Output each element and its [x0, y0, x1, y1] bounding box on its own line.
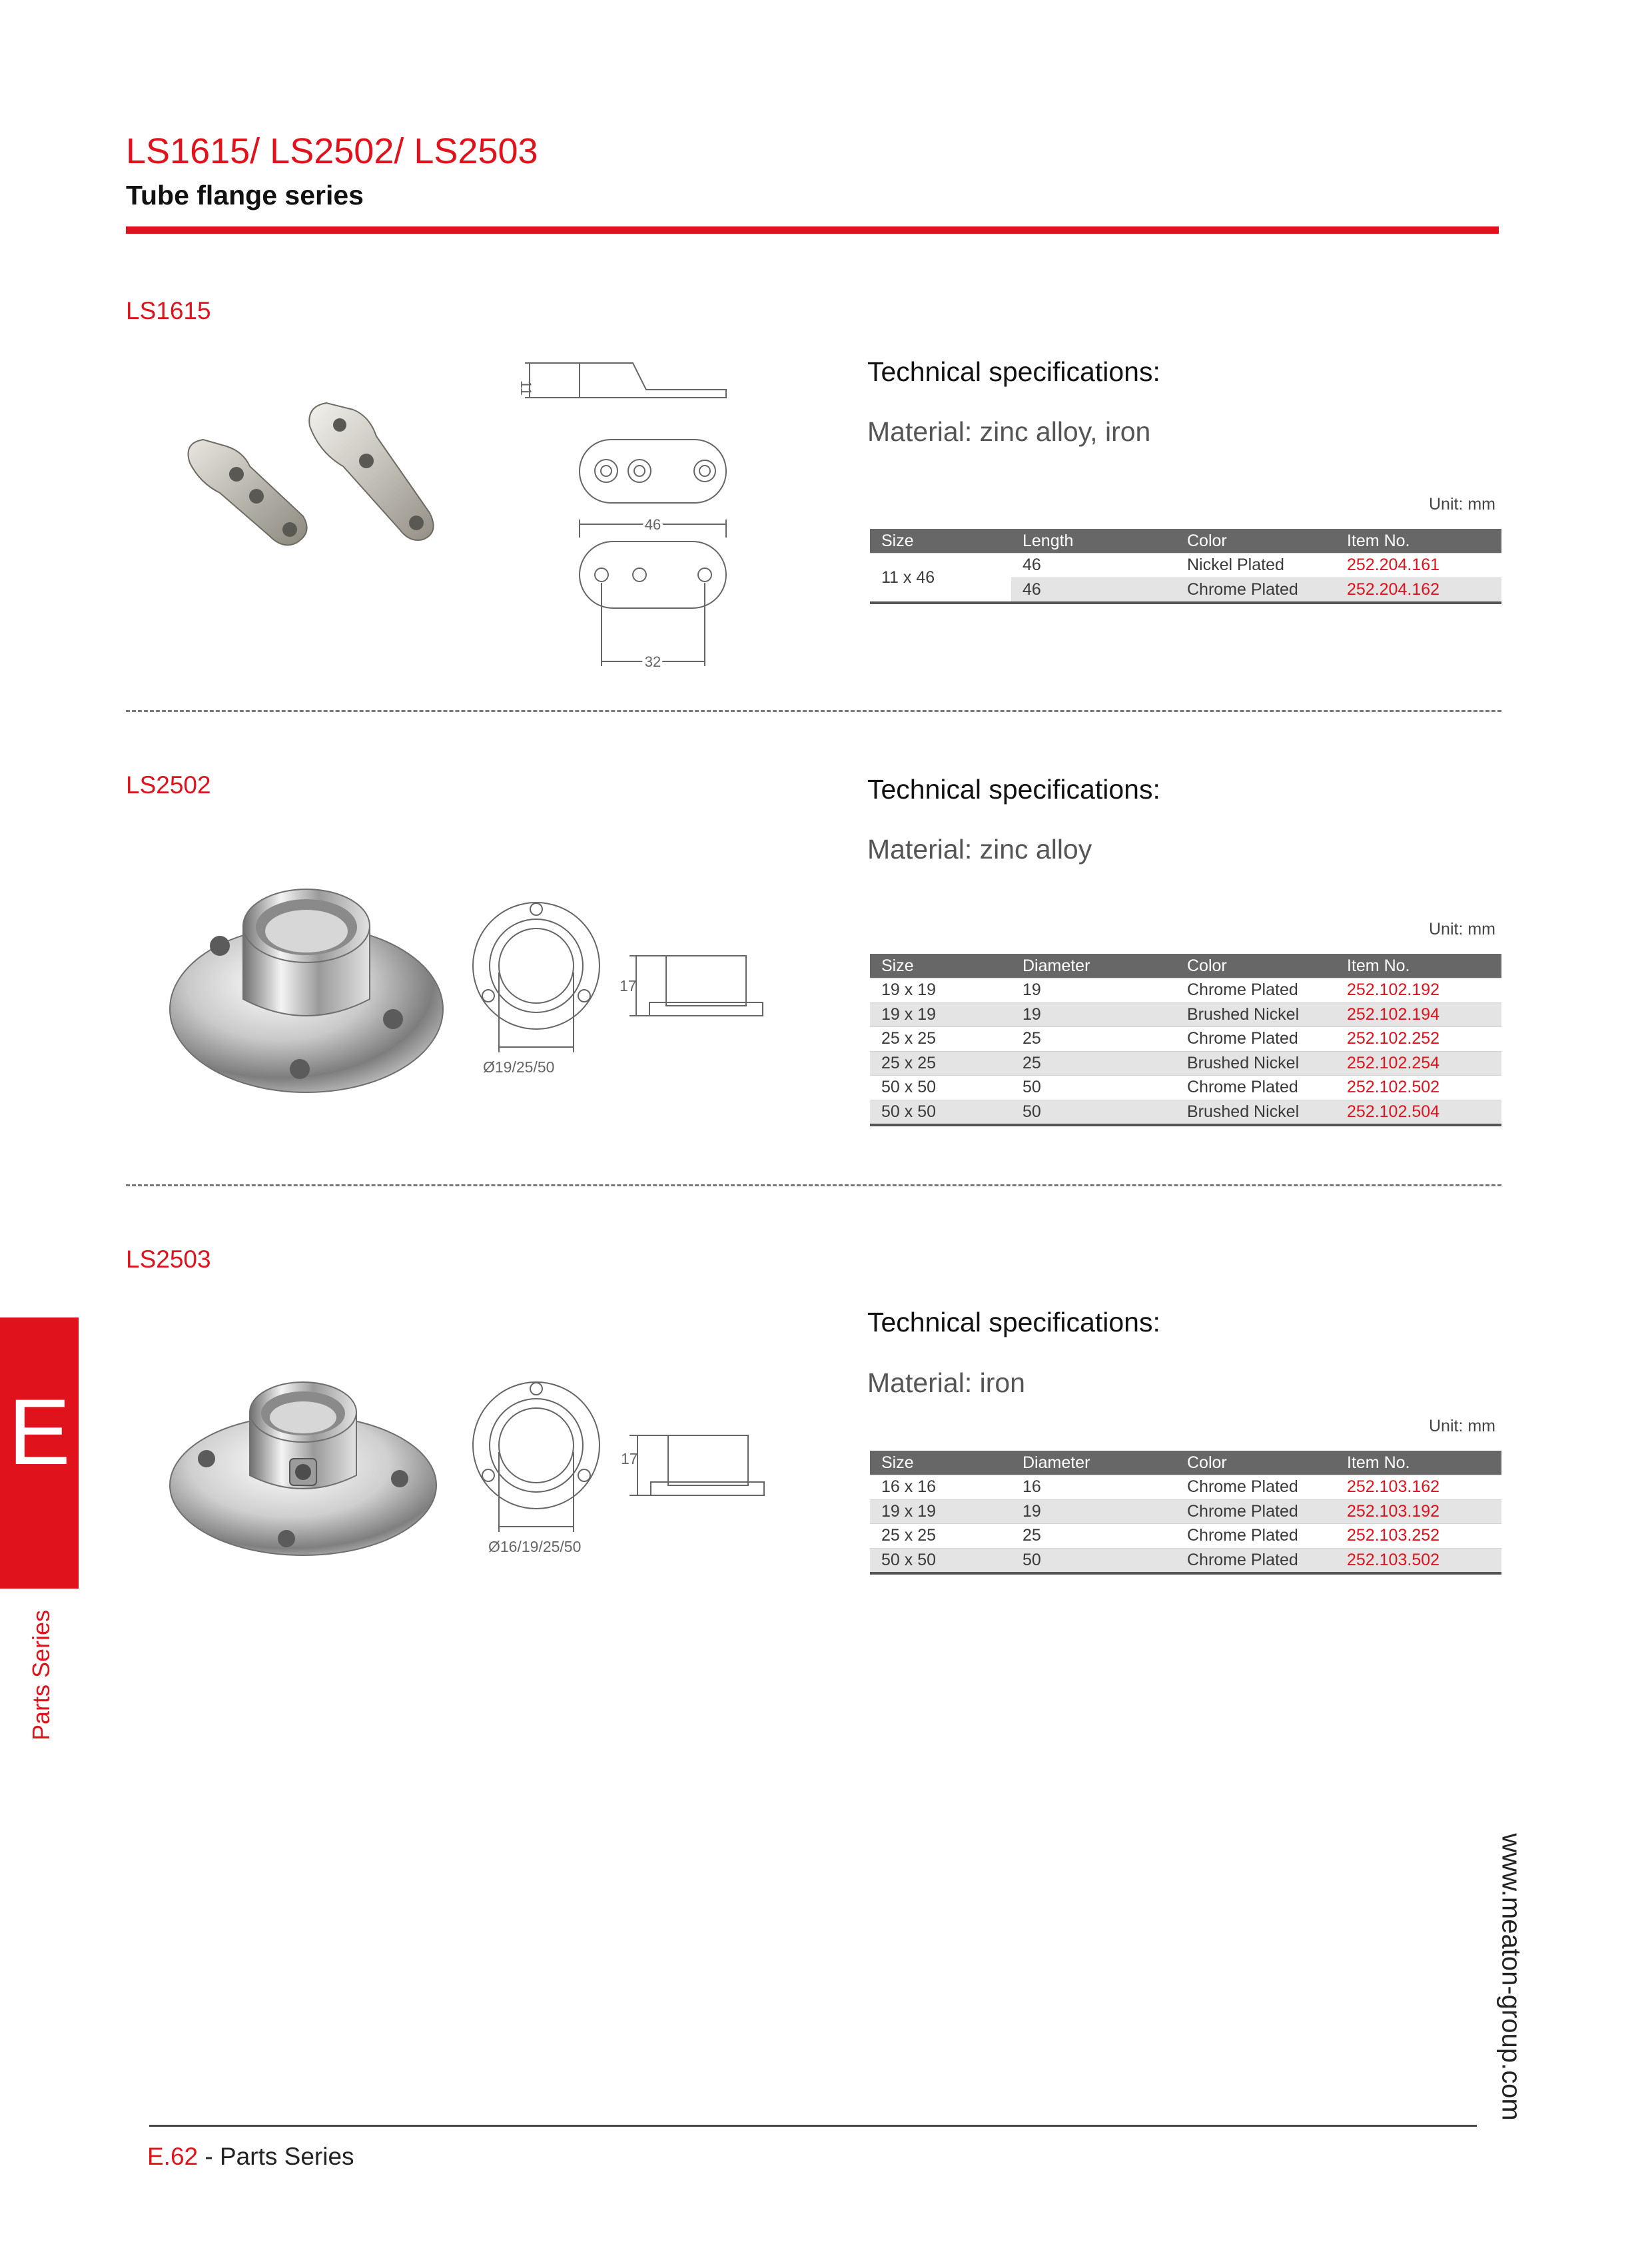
- table-row: [870, 1475, 1501, 1500]
- ls2503-unit: Unit: mm: [1429, 1417, 1495, 1435]
- page-number: E.62: [147, 2143, 199, 2170]
- table-row: [870, 1499, 1501, 1524]
- col-header-size: Size: [870, 954, 1011, 978]
- col-header-size: Size: [870, 1451, 1011, 1475]
- diameter-cell: 50: [1011, 1076, 1176, 1100]
- color-cell: Chrome Plated: [1176, 1076, 1336, 1100]
- diameter-cell: 50: [1011, 1548, 1176, 1573]
- ls1615-material: Material: zinc alloy, iron: [867, 416, 1151, 447]
- ls1615-unit: Unit: mm: [1429, 495, 1495, 514]
- color-cell: Chrome Plated: [1176, 1499, 1336, 1524]
- ls1615-technical-drawing: [506, 350, 746, 676]
- color-cell: Chrome Plated: [1176, 978, 1336, 1003]
- table-row: [870, 1076, 1501, 1100]
- section-divider: [126, 1184, 1501, 1186]
- ls2502-material: Material: zinc alloy: [867, 834, 1092, 865]
- color-cell: Nickel Plated: [1176, 554, 1336, 578]
- page-footer: [147, 2143, 354, 2171]
- col-header-color: Color: [1176, 1451, 1336, 1475]
- size-cell: 25 x 25: [870, 1051, 1011, 1076]
- ls2503-spec-title: Technical specifications:: [867, 1307, 1160, 1337]
- diameter-cell: 25: [1011, 1027, 1176, 1052]
- page-subtitle: Tube flange series: [126, 180, 364, 210]
- ls2502-spec-table: [870, 954, 1501, 1126]
- table-row: [870, 1051, 1501, 1076]
- side-tab-label: Parts Series: [27, 1609, 55, 1741]
- size-cell: 50 x 50: [870, 1548, 1011, 1573]
- item-no-cell: 252.204.162: [1336, 577, 1501, 603]
- length-cell: 46: [1011, 577, 1176, 603]
- item-no-cell: 252.103.502: [1336, 1548, 1501, 1573]
- col-header-length: Length: [1011, 529, 1176, 554]
- ls2503-dim-height: 17: [621, 1450, 638, 1467]
- side-tab-letter: E: [8, 1379, 71, 1484]
- item-no-cell: 252.102.504: [1336, 1100, 1501, 1125]
- color-cell: Brushed Nickel: [1176, 1002, 1336, 1027]
- ls2503-material: Material: iron: [867, 1367, 1025, 1398]
- col-header-item: Item No.: [1336, 954, 1501, 978]
- length-cell: 46: [1011, 554, 1176, 578]
- item-no-cell: 252.102.252: [1336, 1027, 1501, 1052]
- ls2502-spec-title: Technical specifications:: [867, 774, 1160, 805]
- item-no-cell: 252.102.502: [1336, 1076, 1501, 1100]
- ls2502-dim-diameter: Ø19/25/50: [483, 1058, 555, 1076]
- col-header-color: Color: [1176, 529, 1336, 554]
- item-no-cell: 252.102.194: [1336, 1002, 1501, 1027]
- diameter-cell: 25: [1011, 1524, 1176, 1549]
- table-row: [870, 554, 1501, 578]
- size-cell: 19 x 19: [870, 978, 1011, 1003]
- item-no-cell: 252.102.192: [1336, 978, 1501, 1003]
- color-cell: Chrome Plated: [1176, 577, 1336, 603]
- table-header-row: [870, 529, 1501, 554]
- size-cell: 50 x 50: [870, 1076, 1011, 1100]
- diameter-cell: 16: [1011, 1475, 1176, 1500]
- table-row: [870, 978, 1501, 1003]
- item-no-cell: 252.204.161: [1336, 554, 1501, 578]
- table-row: [870, 1524, 1501, 1549]
- color-cell: Chrome Plated: [1176, 1524, 1336, 1549]
- size-cell: 50 x 50: [870, 1100, 1011, 1125]
- col-header-item: Item No.: [1336, 1451, 1501, 1475]
- ls1615-dim-hole-spacing: 32: [644, 653, 661, 670]
- ls2502-technical-drawing: [470, 893, 783, 1086]
- footer-rule: [149, 2125, 1477, 2127]
- item-no-cell: 252.102.254: [1336, 1051, 1501, 1076]
- page-title: LS1615/ LS2502/ LS2503: [126, 131, 538, 171]
- item-no-cell: 252.103.162: [1336, 1475, 1501, 1500]
- ls2503-product-photo: [157, 1359, 456, 1572]
- color-cell: Brushed Nickel: [1176, 1100, 1336, 1125]
- footer-section: - Parts Series: [198, 2143, 354, 2170]
- section-divider: [126, 710, 1501, 712]
- size-cell: 19 x 19: [870, 1002, 1011, 1027]
- size-cell: 16 x 16: [870, 1475, 1011, 1500]
- size-cell: 11 x 46: [870, 554, 1011, 603]
- table-row: [870, 1027, 1501, 1052]
- col-header-diameter: Diameter: [1011, 954, 1176, 978]
- ls2503-technical-drawing: [470, 1372, 783, 1565]
- ls2503-dim-diameter: Ø16/19/25/50: [488, 1538, 582, 1555]
- size-cell: 19 x 19: [870, 1499, 1011, 1524]
- table-row: [870, 1548, 1501, 1573]
- ls1615-dim-height: 11: [518, 380, 534, 396]
- table-row: [870, 1100, 1501, 1125]
- size-cell: 25 x 25: [870, 1027, 1011, 1052]
- diameter-cell: 19: [1011, 978, 1176, 1003]
- col-header-diameter: Diameter: [1011, 1451, 1176, 1475]
- size-cell: 25 x 25: [870, 1524, 1011, 1549]
- color-cell: Brushed Nickel: [1176, 1051, 1336, 1076]
- table-header-row: [870, 954, 1501, 978]
- col-header-item: Item No.: [1336, 529, 1501, 554]
- item-no-cell: 252.103.252: [1336, 1524, 1501, 1549]
- header-rule: [126, 226, 1499, 234]
- col-header-size: Size: [870, 529, 1011, 554]
- ls2503-spec-table: [870, 1451, 1501, 1575]
- section-code-ls2502: LS2502: [126, 771, 211, 799]
- diameter-cell: 19: [1011, 1499, 1176, 1524]
- col-header-color: Color: [1176, 954, 1336, 978]
- website-url: www.meaton-group.com: [1496, 1833, 1526, 2121]
- diameter-cell: 19: [1011, 1002, 1176, 1027]
- color-cell: Chrome Plated: [1176, 1027, 1336, 1052]
- ls2502-product-photo: [157, 866, 456, 1119]
- section-code-ls1615: LS1615: [126, 297, 211, 324]
- table-header-row: [870, 1451, 1501, 1475]
- color-cell: Chrome Plated: [1176, 1548, 1336, 1573]
- ls1615-spec-title: Technical specifications:: [867, 356, 1160, 387]
- diameter-cell: 25: [1011, 1051, 1176, 1076]
- ls1615-product-photo: [177, 400, 456, 573]
- ls2502-dim-height: 17: [620, 977, 637, 994]
- section-code-ls2503: LS2503: [126, 1246, 211, 1273]
- ls2502-unit: Unit: mm: [1429, 920, 1495, 938]
- diameter-cell: 50: [1011, 1100, 1176, 1125]
- table-row: [870, 1002, 1501, 1027]
- ls1615-dim-length: 46: [644, 516, 661, 533]
- color-cell: Chrome Plated: [1176, 1475, 1336, 1500]
- item-no-cell: 252.103.192: [1336, 1499, 1501, 1524]
- ls1615-spec-table: [870, 529, 1501, 604]
